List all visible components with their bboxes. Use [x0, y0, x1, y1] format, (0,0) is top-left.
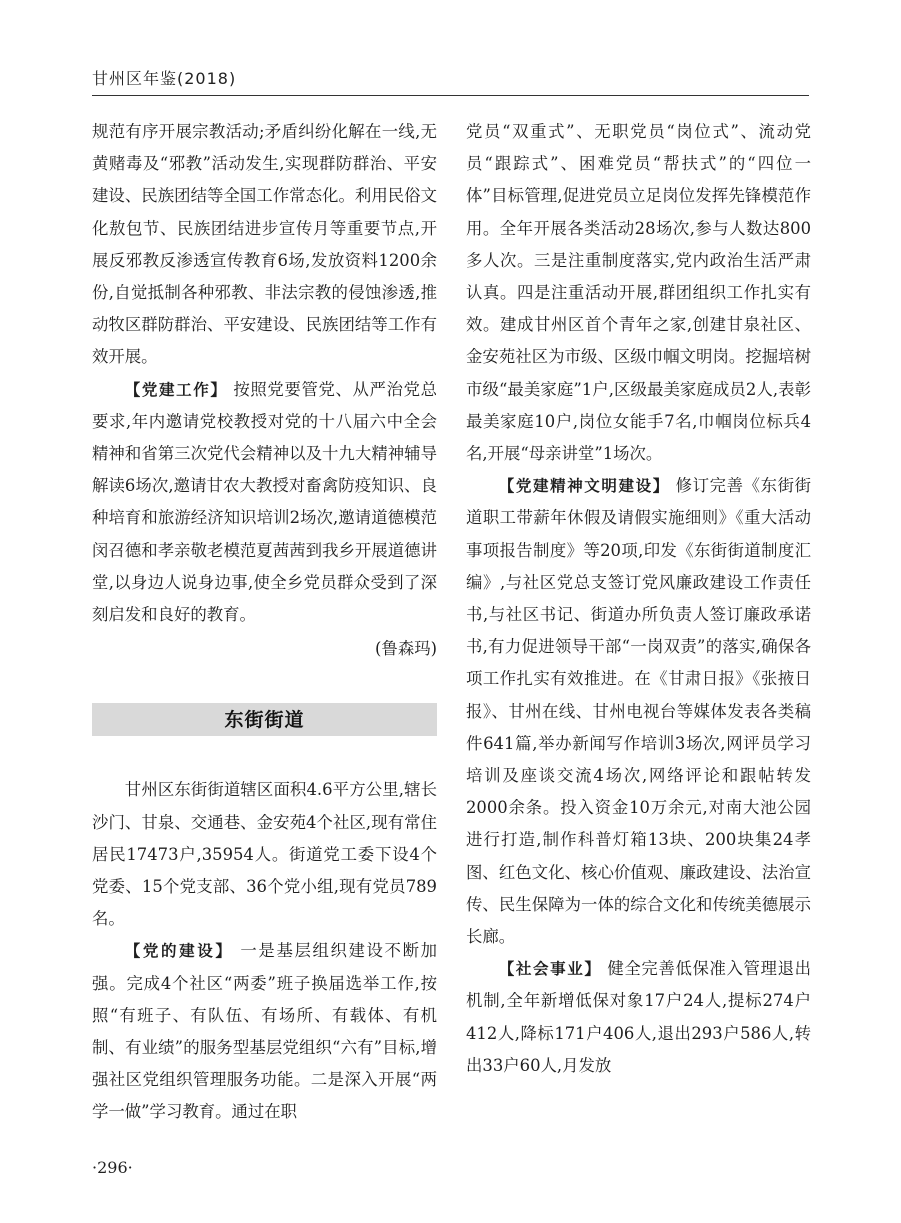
paragraph-text: 按照党要管党、从严治党总要求,年内邀请党校教授对党的十八届六中全会精神和省第三次党代会精神以及十九大精神辅导解读6场次,邀请甘农大教授对畜禽防疫知识、良种培育和旅游经济知识培训2场次,邀请道德模范闵召德和孝亲敬老模范夏茜茜到我乡开展道德讲堂,以身边人说身边事,使全乡党员群众受到了深刻启发和良好的教育。	[92, 379, 437, 625]
paragraph-party-construction	[92, 935, 437, 1128]
header-rule	[92, 95, 809, 96]
paragraph-text: 健全完善低保准入管理退出机制,全年新增低保对象17户24人,提标274户412人,降标171户406人,退出293户586人,转出33户60人,月发放	[466, 959, 811, 1075]
section-keyword: 【党的建设】	[124, 942, 234, 961]
paragraph-continued: 党员“双重式”、无职党员“岗位式”、流动党员“跟踪式”、困难党员“帮扶式”的“四位一体”目标管理,促进党员立足岗位发挥先锋模范作用。全年开展各类活动28场次,参与人数达800多人次。三是注重制度落实,党内政治生活严肃认真。四是注重活动开展,群团组织工作扎实有效。建成甘州区首个青年之家,创建甘泉社区、金安苑社区为市级、区级巾帼文明岗。挖掘培树市级“最美家庭”1户,区级最美家庭成员2人,表彰最美家庭10户,岗位女能手7名,巾帼岗位标兵4名,开展“母亲讲堂”1场次。	[466, 122, 811, 464]
section-heading-band	[92, 703, 437, 736]
page-number: ·296·	[92, 1158, 133, 1177]
section-keyword: 【党建精神文明建设】	[498, 477, 670, 496]
left-column	[92, 116, 437, 1129]
paragraph-text: 修订完善《东街街道职工带薪年休假及请假实施细则》《重大活动事项报告制度》等20项,印发《东街街道制度汇编》,与社区党总支签订党风廉政建设工作责任书,与社区书记、街道办所负责人签订廉政承诺书,有力促进领导干部“一岗双责”的落实,确保各项工作扎实有效推进。在《甘肃日报》《张掖日报》、甘州在线、甘州电视台等媒体发表各类稿件641篇,举办新闻写作培训3场次,网评员学习培训及座谈交流4场次,网络评论和跟帖转发2000余条。投入资金10万余元,对南大池公园进行打造,制作科普灯箱13块、200块集24孝图、红色文化、核心价值观、廉政建设、法治宣传、民生保障为一体的综合文化和传统美德展示长廊。	[466, 476, 811, 947]
section-title: 东街街道	[224, 708, 305, 731]
paragraph-text: 一是基层组织建设不断加强。完成4个社区“两委”班子换届选举工作,按照“有班子、有队伍、有场所、有载体、有机制、有业绩”的服务型基层党组织“六有”目标,增强社区党组织管理服务功能。二是深入开展“两学一做”学习教育。通过在职	[92, 941, 437, 1122]
right-column	[466, 116, 811, 1082]
running-head: 甘州区年鉴(2018)	[92, 69, 237, 88]
paragraph-religion: 规范有序开展宗教活动;矛盾纠纷化解在一线,无黄赌毒及“邪教”活动发生,实现群防群治、平安建设、民族团结等全国工作常态化。利用民俗文化敖包节、民族团结进步宣传月等重要节点,开展反邪教反渗透宣传教育6场,发放资料1200余份,自觉抵制各种邪教、非法宗教的侵蚀渗透,推动牧区群防群治、平安建设、民族团结等工作有效开展。	[92, 122, 437, 367]
paragraph-overview: 甘州区东街街道辖区面积4.6平方公里,辖长沙门、甘泉、交通巷、金安苑4个社区,现有常住居民17473户,35954人。街道党工委下设4个党委、15个党支部、36个党小组,现有党员789名。	[92, 780, 437, 929]
section-keyword: 【社会事业】	[498, 960, 602, 979]
author-signature: (鲁森玛)	[375, 639, 437, 659]
paragraph-civilization	[466, 470, 811, 953]
paragraph-party-building	[92, 374, 437, 632]
paragraph-social-affairs	[466, 953, 811, 1082]
section-keyword: 【党建工作】	[124, 380, 228, 399]
